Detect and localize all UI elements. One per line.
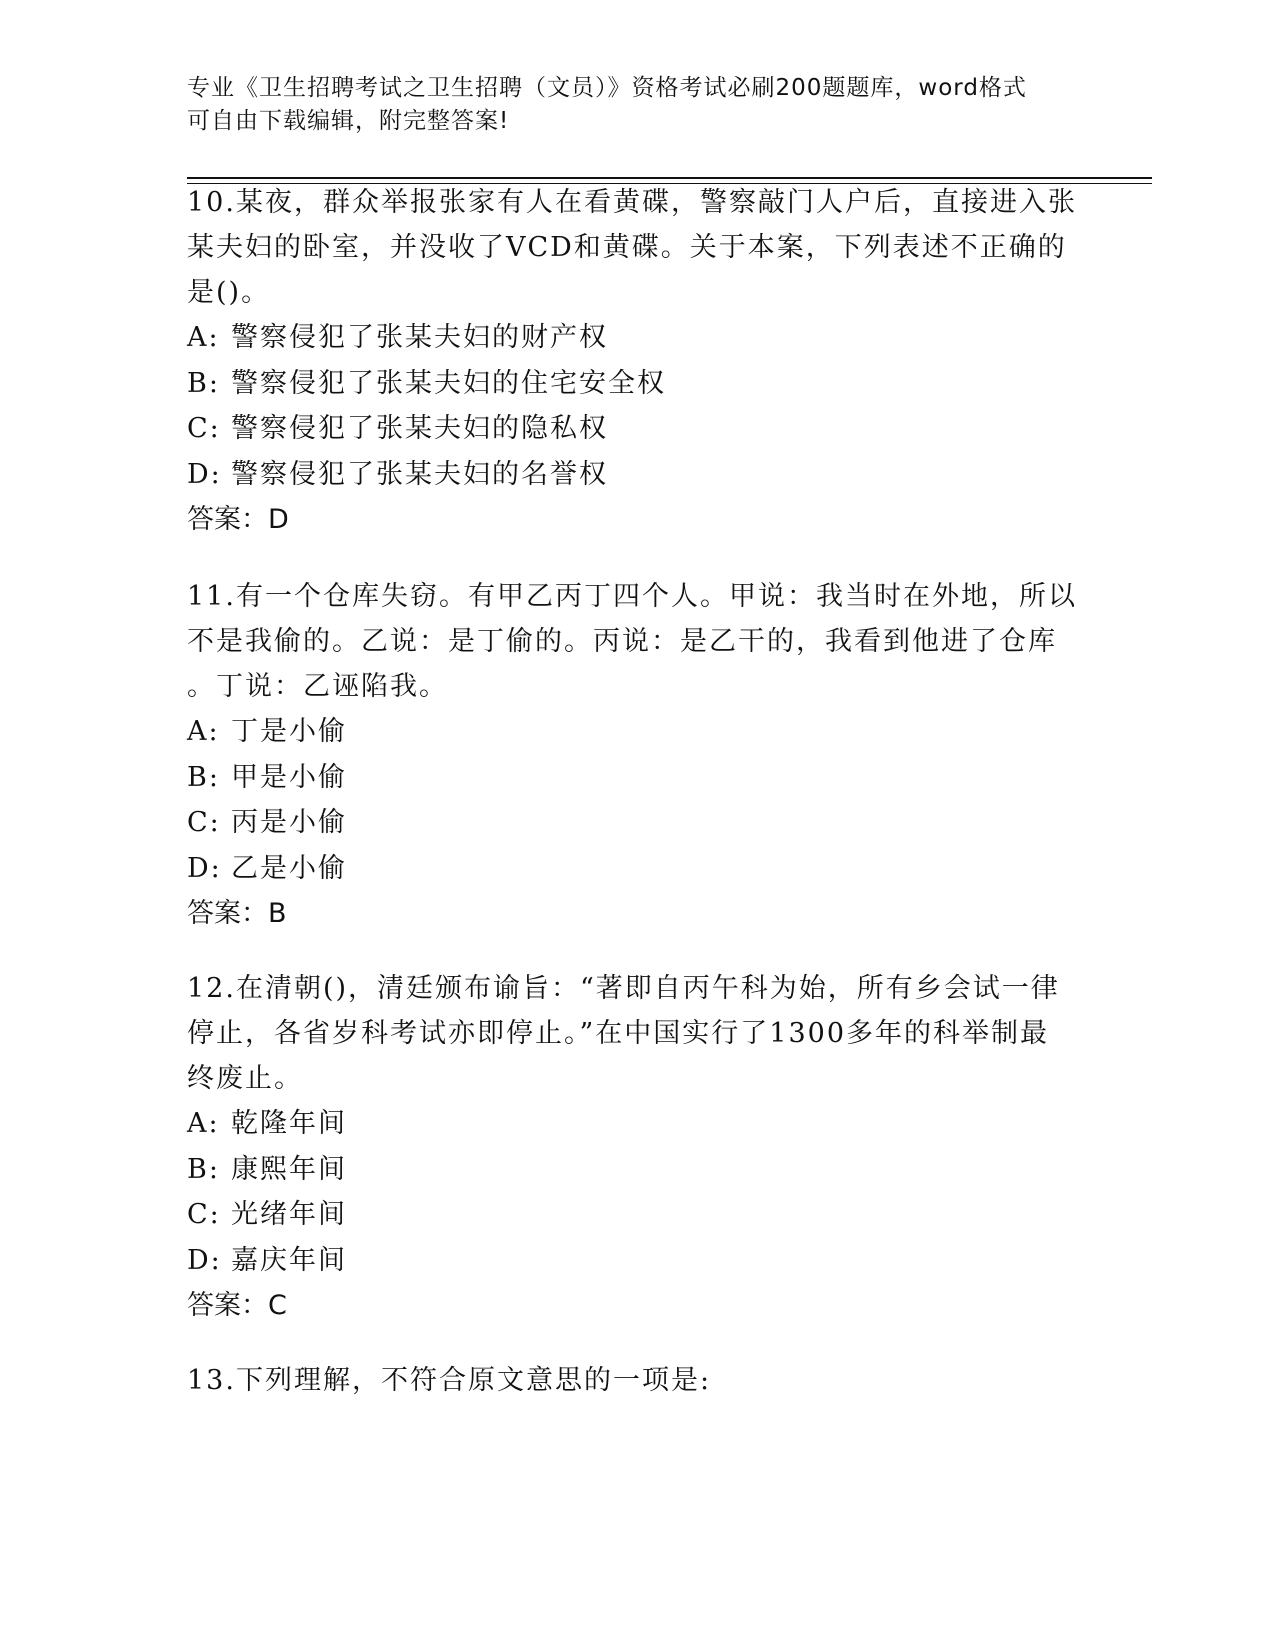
answer-line: 答案：B [187, 898, 287, 929]
option-label: B: [187, 761, 220, 793]
question-text: 12.在清朝()，清廷颁布谕旨：“著即自丙午科为始，所有乡会试一律 停止，各省岁科考试亦即停止。”在中国实行了1300多年的科举制最 终废止。 [187, 973, 1060, 1094]
question-11 [187, 574, 1087, 937]
option-label: B: [187, 1153, 220, 1185]
option-label: B: [187, 367, 220, 399]
option-d [187, 1238, 1087, 1284]
answer-line: 答案：D [187, 504, 289, 535]
question-text: 11.有一个仓库失窃。有甲乙丙丁四个人。甲说：我当时在外地，所以 不是我偷的。乙说：是丁偷的。丙说：是乙干的，我看到他进了仓库 。丁说：乙诬陷我。 [187, 581, 1077, 702]
option-a [187, 709, 1087, 755]
answer-line: 答案：C [187, 1290, 287, 1321]
header-divider-thick [187, 177, 1152, 179]
option-c [187, 406, 1087, 452]
option-text: 光绪年间 [231, 1199, 347, 1230]
option-text: 甲是小偷 [231, 761, 347, 793]
option-label: C: [187, 807, 221, 838]
option-d [187, 452, 1087, 498]
option-text: 丁是小偷 [231, 716, 347, 747]
option-a [187, 1101, 1087, 1147]
option-text: 警察侵犯了张某夫妇的名誉权 [231, 458, 608, 490]
option-label: A: [187, 1108, 220, 1139]
question-text: 10.某夜，群众举报张家有人在看黄碟，警察敲门人户后，直接进入张 某夫妇的卧室，并没收了VCD和黄碟。关于本案，下列表述不正确的 是()。 [187, 187, 1077, 308]
option-label: D: [187, 852, 222, 884]
option-text: 警察侵犯了张某夫妇的住宅安全权 [231, 367, 666, 399]
option-label: D: [187, 458, 222, 490]
option-b [187, 361, 1087, 407]
option-b [187, 1147, 1087, 1193]
option-label: C: [187, 1199, 221, 1230]
option-text: 嘉庆年间 [231, 1244, 347, 1276]
option-text: 乾隆年间 [231, 1108, 347, 1139]
option-text: 丙是小偷 [231, 807, 347, 838]
option-text: 乙是小偷 [231, 852, 347, 884]
option-c [187, 1192, 1087, 1238]
option-label: A: [187, 716, 220, 747]
option-text: 警察侵犯了张某夫妇的隐私权 [231, 413, 608, 444]
option-text: 警察侵犯了张某夫妇的财产权 [231, 322, 608, 353]
question-text: 13.下列理解，不符合原文意思的一项是: [187, 1365, 712, 1396]
document-header [187, 72, 1087, 138]
option-c [187, 800, 1087, 846]
option-label: D: [187, 1244, 222, 1276]
question-13 [187, 1358, 1087, 1403]
option-label: C: [187, 413, 221, 444]
option-text: 康熙年间 [231, 1153, 347, 1185]
option-b [187, 755, 1087, 801]
option-label: A: [187, 322, 220, 353]
option-d [187, 846, 1087, 892]
header-line-1: 专业《卫生招聘考试之卫生招聘（文员）》资格考试必刷200题题库，word格式 [187, 75, 1027, 101]
header-line-2: 可自由下载编辑，附完整答案! [187, 108, 510, 134]
question-12 [187, 966, 1087, 1329]
option-a [187, 315, 1087, 361]
question-10 [187, 180, 1087, 543]
